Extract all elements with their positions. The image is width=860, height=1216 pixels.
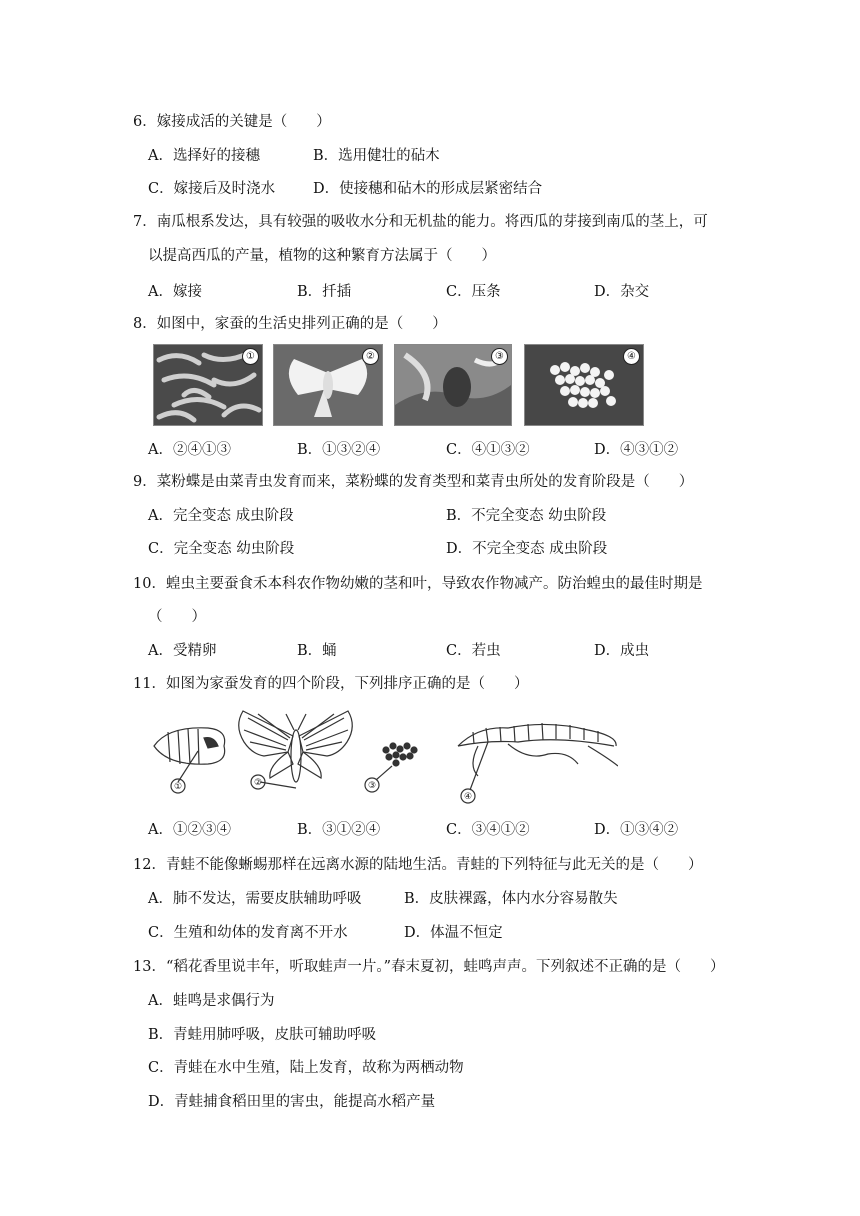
q8-stem: 8．如图中，家蚕的生活史排列正确的是（ ）: [133, 316, 447, 332]
q6-option-d: D．使接穗和砧木的形成层紧密结合: [313, 181, 543, 197]
figure-label-3: ③: [367, 781, 377, 791]
q10-stem-line1: 10．蝗虫主要蚕食禾本科农作物幼嫩的茎和叶，导致农作物减产。防治蝗虫的最佳时期是: [133, 576, 703, 592]
q8-photo-larvae: [153, 344, 263, 426]
q8-option-a: A．②④①③: [148, 442, 231, 458]
q11-option-d: D．①③④②: [594, 822, 679, 838]
q7-option-b: B．扦插: [297, 284, 352, 300]
q13-option-d: D．青蛙捕食稻田里的害虫，能提高水稻产量: [148, 1094, 436, 1110]
q9-stem: 9．菜粉蝶是由菜青虫发育而来，菜粉蝶的发育类型和菜青虫所处的发育阶段是（ ）: [133, 474, 694, 490]
larva-drawing-icon: [458, 723, 618, 803]
q7-stem-line1: 7．南瓜根系发达，具有较强的吸收水分和无机盐的能力。将西瓜的芽接到南瓜的茎上，可: [133, 214, 708, 230]
pupa-drawing-icon: [154, 728, 225, 793]
q11-option-b: B．③①②④: [297, 822, 381, 838]
q12-option-b: B．皮肤裸露，体内水分容易散失: [404, 891, 618, 907]
q6-stem: 6．嫁接成活的关键是（ ）: [133, 114, 331, 130]
q9-option-b: B．不完全变态 幼虫阶段: [446, 508, 607, 524]
q7-option-d: D．杂交: [594, 284, 650, 300]
q7-stem-line2: 以提高西瓜的产量，植物的这种繁育方法属于（ ）: [148, 248, 496, 264]
photo-label-3: ③: [491, 348, 508, 365]
figure-label-4: ④: [463, 792, 473, 802]
q13-option-c: C．青蛙在水中生殖，陆上发育，故称为两栖动物: [148, 1060, 464, 1076]
q7-option-a: A．嫁接: [148, 284, 202, 300]
q10-stem-line2: （ ）: [148, 609, 206, 625]
figure-label-2: ②: [253, 778, 263, 788]
photo-label-4: ④: [623, 348, 640, 365]
q11-silkworm-stages-figure: [148, 706, 618, 810]
q6-option-b: B．选用健壮的砧木: [313, 148, 440, 164]
q10-option-d: D．成虫: [594, 643, 650, 659]
q10-option-a: A．受精卵: [148, 643, 217, 659]
q10-option-c: C．若虫: [446, 643, 501, 659]
q12-option-c: C．生殖和幼体的发育离不开水: [148, 925, 348, 941]
q9-option-d: D．不完全变态 成虫阶段: [446, 541, 608, 557]
q11-option-c: C．③④①②: [446, 822, 530, 838]
q13-option-b: B．青蛙用肺呼吸，皮肤可辅助呼吸: [148, 1027, 377, 1043]
q13-stem: 13．“稻花香里说丰年，听取蛙声一片。”春末夏初，蛙鸣声声。下列叙述不正确的是（ ）: [133, 959, 725, 975]
q10-option-b: B．蛹: [297, 643, 337, 659]
q11-stem: 11．如图为家蚕发育的四个阶段，下列排序正确的是（ ）: [133, 676, 529, 692]
q12-stem: 12．青蛙不能像蜥蜴那样在远离水源的陆地生活。青蛙的下列特征与此无关的是（ ）: [133, 857, 703, 873]
photo-label-1: ①: [242, 348, 259, 365]
figure-label-1: ①: [173, 782, 183, 792]
q8-photo-moth: [273, 344, 383, 426]
q8-option-b: B．①③②④: [297, 442, 381, 458]
q11-option-a: A．①②③④: [148, 822, 231, 838]
q6-option-c: C．嫁接后及时浇水: [148, 181, 276, 197]
q9-option-c: C．完全变态 幼虫阶段: [148, 541, 295, 557]
q6-option-a: A．选择好的接穗: [148, 148, 260, 164]
photo-label-2: ②: [362, 348, 379, 365]
q9-option-a: A．完全变态 成虫阶段: [148, 508, 294, 524]
q13-option-a: A．蛙鸣是求偶行为: [148, 993, 275, 1009]
q12-option-a: A．肺不发达，需要皮肤辅助呼吸: [148, 891, 362, 907]
q8-option-c: C．④①③②: [446, 442, 530, 458]
q8-option-d: D．④③①②: [594, 442, 679, 458]
q8-photo-eggs: [524, 344, 644, 426]
q7-option-c: C．压条: [446, 284, 501, 300]
q8-photo-cocoon: [394, 344, 512, 426]
q12-option-d: D．体温不恒定: [404, 925, 503, 941]
